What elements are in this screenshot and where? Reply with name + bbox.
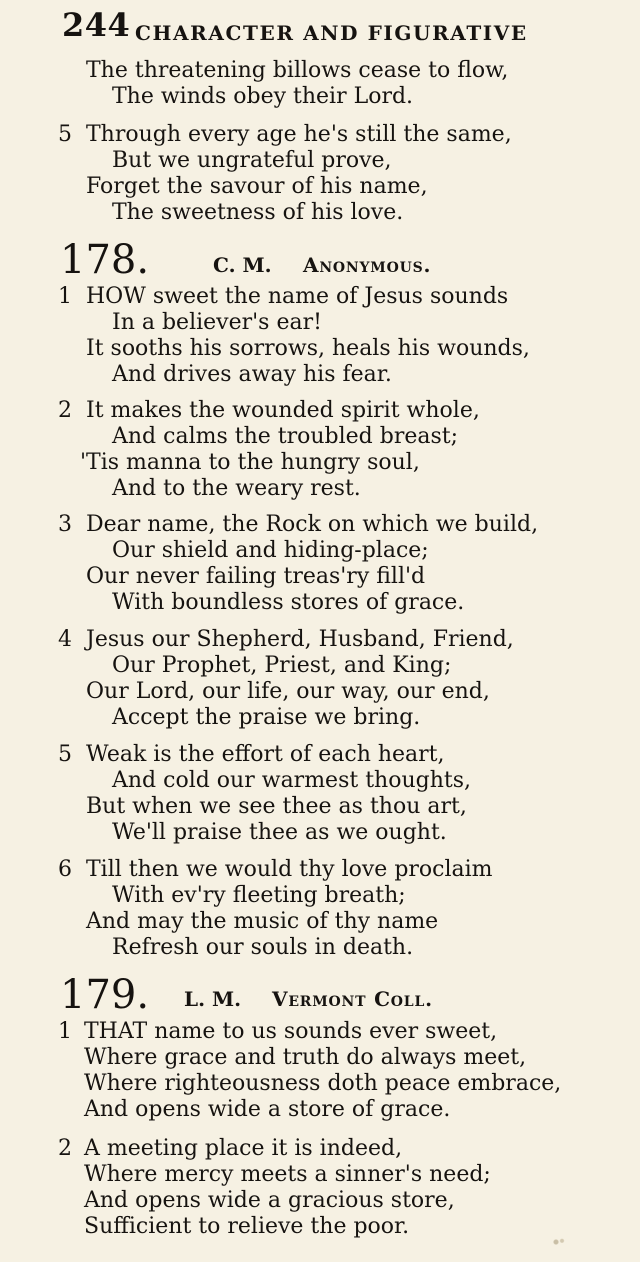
verse-line: In a believer's ear! <box>112 310 322 335</box>
verse-line: HOW sweet the name of Jesus sounds <box>86 284 509 309</box>
verse-line: And opens wide a gracious store, <box>84 1188 455 1213</box>
verse-line: The winds obey their Lord. <box>112 84 414 109</box>
verse-line: Where grace and truth do always meet, <box>84 1045 527 1070</box>
verse-line: Where righteousness doth peace embrace, <box>84 1071 562 1096</box>
verse-line: It sooths his sorrows, heals his wounds, <box>86 336 530 361</box>
verse-line: And opens wide a store of grace. <box>84 1097 451 1122</box>
verse-line: The sweetness of his love. <box>112 200 404 225</box>
page-header <box>62 6 582 50</box>
verse-number: 5 <box>58 122 72 147</box>
verse-line: Jesus our Shepherd, Husband, Friend, <box>86 627 514 652</box>
verse-number: 2 <box>58 1136 72 1161</box>
verse-line: Where mercy meets a sinner's need; <box>84 1162 491 1187</box>
hymn-meter: C. M. <box>213 253 272 277</box>
verse-line: Sufficient to relieve the poor. <box>84 1214 410 1239</box>
verse-line: Our Prophet, Priest, and King; <box>112 653 452 678</box>
verse-line: Refresh our souls in death. <box>112 935 414 960</box>
page-number: 244 <box>62 6 131 44</box>
verse-number: 1 <box>58 284 72 309</box>
paper-speck <box>548 1236 568 1248</box>
verse-line: With boundless stores of grace. <box>112 590 465 615</box>
verse-line: But we ungrateful prove, <box>112 148 392 173</box>
verse-number: 4 <box>58 627 72 652</box>
verse-number: 5 <box>58 742 72 767</box>
verse-line: And may the music of thy name <box>86 909 439 934</box>
verse-line: It makes the wounded spirit whole, <box>86 398 480 423</box>
verse-line: The threatening billows cease to flow, <box>86 58 509 83</box>
verse-line: We'll praise thee as we ought. <box>112 820 447 845</box>
verse-line: With ev'ry fleeting breath; <box>112 883 406 908</box>
verse-line: Our shield and hiding-place; <box>112 538 429 563</box>
verse-line: Through every age he's still the same, <box>86 122 512 147</box>
verse-number: 2 <box>58 398 72 423</box>
verse-line: Weak is the effort of each heart, <box>86 742 445 767</box>
hymn-number: 178. <box>60 237 150 283</box>
hymn-number: 179. <box>60 972 150 1018</box>
verse-line: Our Lord, our life, our way, our end, <box>86 679 490 704</box>
hymn-meter: L. M. <box>184 987 242 1011</box>
verse-number: 1 <box>58 1019 72 1044</box>
hymn-author: Anonymous. <box>303 253 432 277</box>
verse-number: 6 <box>58 857 72 882</box>
hymn-author: Vermont Coll. <box>272 987 433 1011</box>
verse-number: 3 <box>58 512 72 537</box>
verse-line: Forget the savour of his name, <box>86 174 428 199</box>
verse-line: And calms the troubled breast; <box>112 424 459 449</box>
verse-line: And to the weary rest. <box>112 476 361 501</box>
verse-line: 'Tis manna to the hungry soul, <box>80 450 420 475</box>
verse-line: And cold our warmest thoughts, <box>112 768 472 793</box>
verse-line: And drives away his fear. <box>112 362 392 387</box>
running-head: CHARACTER AND FIGURATIVE <box>135 21 528 45</box>
verse-line: Dear name, the Rock on which we build, <box>86 512 539 537</box>
verse-line: Till then we would thy love proclaim <box>86 857 493 882</box>
verse-line: Our never failing treas'ry fill'd <box>86 564 426 589</box>
verse-line: THAT name to us sounds ever sweet, <box>84 1019 498 1044</box>
verse-line: But when we see thee as thou art, <box>86 794 467 819</box>
verse-line: Accept the praise we bring. <box>112 705 421 730</box>
verse-line: A meeting place it is indeed, <box>84 1136 403 1161</box>
